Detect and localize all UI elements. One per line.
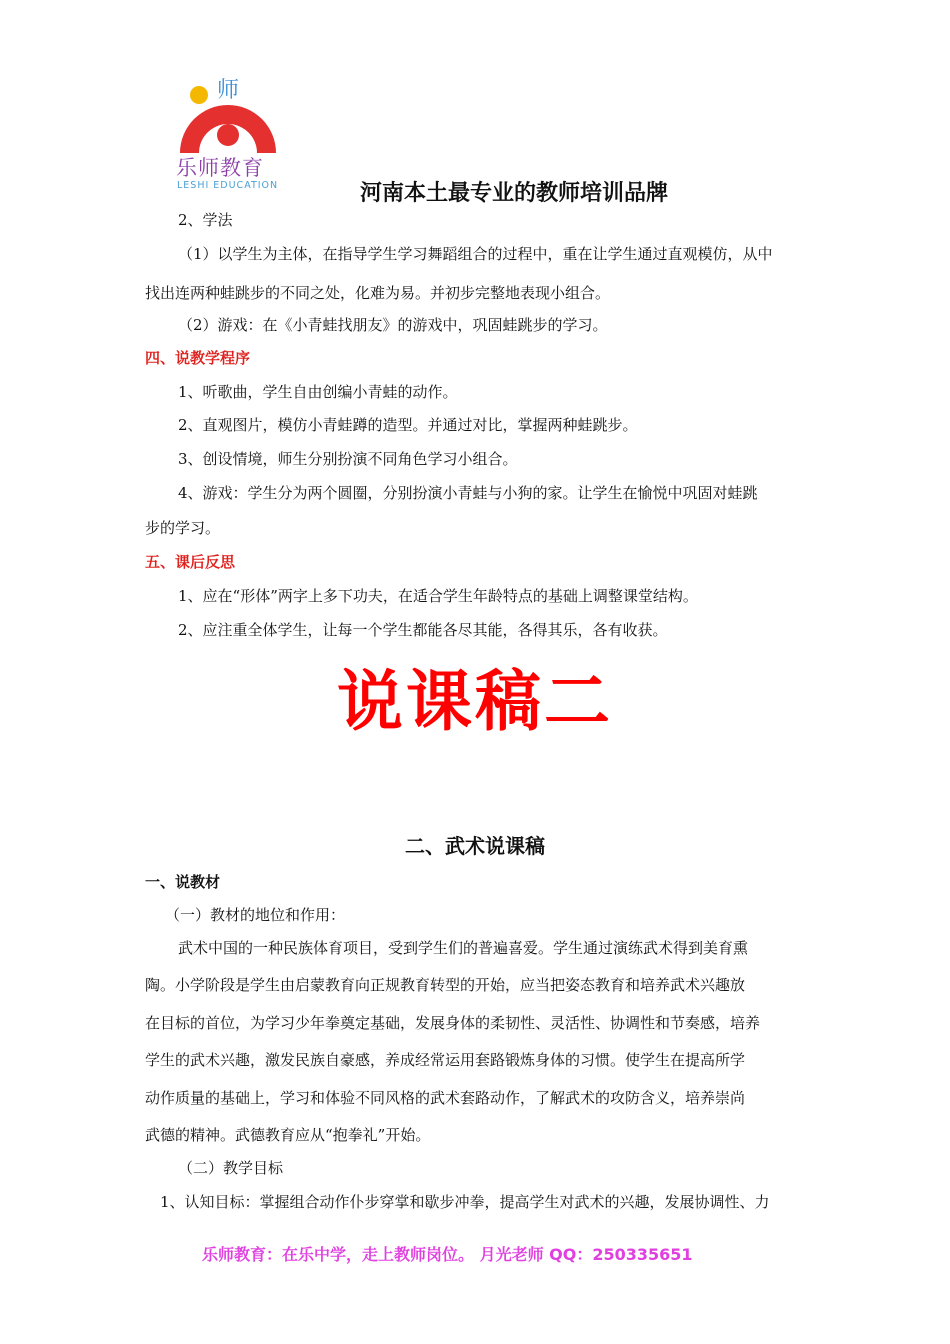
procedure-2: 2、直观图片，模仿小青蛙蹲的造型。并通过对比，掌握两种蛙跳步。 [178,416,638,434]
paragraph-line: 武术中国的一种民族体育项目，受到学生们的普遍喜爱。学生通过演练武术得到美育熏 [178,939,749,957]
goal-1: 1、认知目标：掌握组合动作仆步穿掌和歇步冲拳，提高学生对武术的兴趣，发展协调性、力 [160,1193,770,1211]
procedure-4a: 4、游戏：学生分为两个圆圈，分别扮演小青蛙与小狗的家。让学生在愉悦中巩固对蛙跳 [178,484,758,502]
section-title: 二、武术说课稿 [405,834,545,858]
big-title: 说课稿二 [337,663,613,740]
logo-cn-text: 乐师教育 [176,156,264,180]
paragraph-line: 武德的精神。武德教育应从“抱拳礼”开始。 [145,1126,431,1144]
section-4-heading: 四、说教学程序 [145,349,251,367]
paragraph-line: 在目标的首位，为学习少年拳奠定基础，发展身体的柔韧性、灵活性、协调性和节奏感，培养 [145,1014,761,1032]
paragraph-line: 动作质量的基础上，学习和体验不同风格的武术套路动作，了解武术的攻防含义，培养崇尚 [145,1089,746,1107]
reflection-2: 2、应注重全体学生，让每一个学生都能各尽其能，各得其乐，各有收获。 [178,621,668,639]
logo-char: 师 [217,78,240,103]
procedure-4b: 步的学习。 [145,519,221,537]
sub-heading-1: （一）教材的地位和作用： [165,906,346,924]
logo-sun-icon [190,86,208,104]
sub-heading-2: （二）教学目标 [178,1159,284,1177]
reflection-1: 1、应在“形体”两字上多下功夫，在适合学生年龄特点的基础上调整课堂结构。 [178,587,698,605]
logo-dot-icon [217,124,239,146]
section-5-heading: 五、课后反思 [145,553,236,571]
brand-slogan: 河南本土最专业的教师培训品牌 [360,180,669,206]
procedure-3: 3、创设情境，师生分别扮演不同角色学习小组合。 [178,450,518,468]
paragraph-line: 学生的武术兴趣，激发民族自豪感，养成经常运用套路锻炼身体的习惯。使学生在提高所学 [145,1051,746,1069]
xuefa-item-1a: （1）以学生为主体，在指导学生学习舞蹈组合的过程中，重在让学生通过直观模仿，从中 [178,245,773,263]
xuefa-item-2: （2）游戏：在《小青蛙找朋友》的游戏中，巩固蛙跳步的学习。 [178,316,608,334]
procedure-1: 1、听歌曲，学生自由创编小青蛙的动作。 [178,383,458,401]
paragraph-line: 陶。小学阶段是学生由启蒙教育向正规教育转型的开始，应当把姿态教育和培养武术兴趣放 [145,976,746,994]
xuefa-title: 2、学法 [178,211,233,229]
section-1-heading: 一、说教材 [145,873,221,891]
xuefa-item-1b: 找出连两种蛙跳步的不同之处，化难为易。并初步完整地表现小组合。 [145,284,611,302]
logo-en-text: LESHI EDUCATION [177,180,279,191]
footer-banner: 乐师教育：在乐中学，走上教师岗位。 月光老师 QQ：250335651 [202,1245,693,1264]
